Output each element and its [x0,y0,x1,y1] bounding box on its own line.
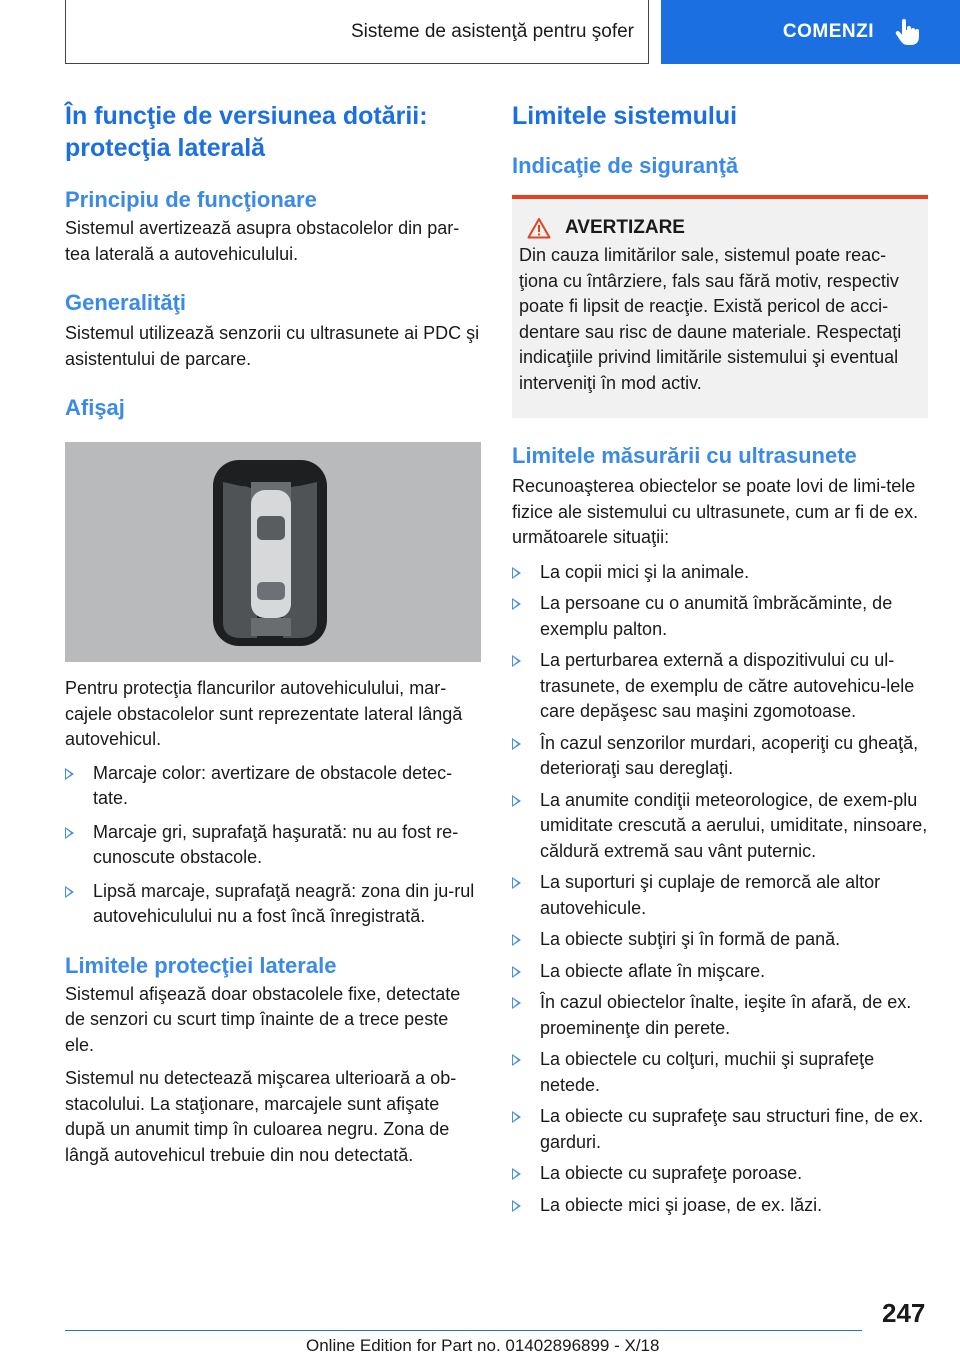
triangle-bullet-icon [512,877,521,889]
list-item: La obiecte cu suprafeţe sau structuri fine, de ex. garduri. [512,1104,928,1155]
list-item: La anumite condiţii meteorologice, de exem-plu umiditate crescută a aerului, umiditate, ninsoare, căldură extremă sau vânt puternic. [512,788,928,865]
triangle-bullet-icon [512,997,521,1009]
triangle-bullet-icon [512,598,521,610]
footer-divider [65,1330,862,1331]
list-item: Marcaje gri, suprafaţă haşurată: nu au fost re-cunoscute obstacole. [65,820,481,871]
triangle-bullet-icon [512,738,521,750]
list-item: La persoane cu o anumită îmbrăcăminte, de exemplu palton. [512,591,928,642]
list-item: La suporturi şi cuplaje de remorcă ale altor autovehicule. [512,870,928,921]
paragraph-principle: Sistemul avertizează asupra obstacolelor din par-tea laterală a autovehiculului. [65,218,460,264]
running-header-section [65,0,649,64]
triangle-bullet-icon [512,966,521,978]
list-item: La obiectele cu colţuri, muchii şi suprafeţe netede. [512,1047,928,1098]
triangle-bullet-icon [512,1054,521,1066]
triangle-bullet-icon [65,768,74,780]
left-column [65,100,481,1168]
heading-principle: Principiu de funcţionare [65,187,317,212]
section-heading-lateral-protection: În funcţie de versiunea dotării: protecţia laterală [65,102,428,162]
edition-footer: Online Edition for Part no. 01402896899 - X/18 [306,1336,660,1355]
heading-general: Generalităţi [65,290,187,315]
list-item: La obiecte mici şi joase, de ex. lăzi. [512,1193,928,1219]
parking-display-image [65,442,481,662]
display-marking-list [65,761,481,930]
paragraph-limits-1: Sistemul afişează doar obstacolele fixe, detectate de senzori cu scurt timp înainte de a trece peste ele. [65,983,461,1055]
triangle-bullet-icon [512,567,521,579]
right-column [512,100,928,1218]
tab-label: COMENZI [782,21,874,42]
list-item: În cazul senzorilor murdari, acoperiţi cu gheaţă, deterioraţi sau dereglaţi. [512,731,928,782]
list-item: La obiecte subţiri şi în formă de pană. [512,927,928,953]
hand-pointer-icon [894,18,920,46]
triangle-bullet-icon [512,1111,521,1123]
triangle-bullet-icon [512,795,521,807]
section-heading-system-limits: Limitele sistemului [512,102,738,130]
list-item: În cazul obiectelor înalte, ieşite în afară, de ex. proeminenţe din perete. [512,990,928,1041]
triangle-bullet-icon [512,934,521,946]
paragraph-ultrasonic: Recunoaşterea obiectelor se poate lovi de limi-tele fizice ale sistemului cu ultrasunete, cum ar fi de ex. următoarele situaţii: [512,476,919,547]
paragraph-general: Sistemul utilizează senzorii cu ultrasunete ai PDC şi asistentului de parcare. [65,323,480,369]
page-number: 247 [882,1298,926,1328]
list-item: La obiecte cu suprafeţe poroase. [512,1161,928,1187]
list-item: Lipsă marcaje, suprafaţă neagră: zona din ju-rul autovehiculului nu a fost încă înregistrată. [65,879,481,930]
triangle-bullet-icon [512,1168,521,1180]
triangle-bullet-icon [65,886,74,898]
section-title: Sisteme de asistenţă pentru şofer [350,20,634,42]
triangle-bullet-icon [65,827,74,839]
warning-box [512,195,928,418]
paragraph-limits-2: Sistemul nu detectează mişcarea ulterioară a ob-stacolului. La staţionare, marcajele sunt afişate după un anumit timp în culoarea negru. Zona de lângă autovehicul trebuie din nou detectată. [65,1068,457,1165]
list-item: La copii mici şi la animale. [512,560,928,586]
heading-ultrasonic-limits: Limitele măsurării cu ultrasunete [512,443,857,468]
triangle-bullet-icon [512,655,521,667]
warning-text: Din cauza limitărilor sale, sistemul poate reac-ţiona cu întârziere, fals sau fără motiv, respectiv poate fi lipsit de reacţie. Există pericol de acci-dentare sau risc de daune materiale. Respectaţi indicaţiile privind limitările sistemului şi eventual interveniţi în mod activ. [519,245,902,393]
warning-triangle-icon [527,217,551,239]
paragraph-display: Pentru protecţia flancurilor autovehiculului, mar-cajele obstacolelor sunt reprezentate lateral lângă autovehicul. [65,678,463,749]
heading-display: Afişaj [65,395,125,420]
ultrasonic-limits-list [512,560,928,1219]
triangle-bullet-icon [512,1200,521,1212]
list-item: La obiecte aflate în mişcare. [512,959,928,985]
heading-limits-lateral: Limitele protecţiei laterale [65,952,337,978]
warning-label: AVERTIZARE [565,217,685,238]
warning-title [527,217,921,239]
tab-comenzi[interactable] [661,0,960,64]
heading-safety-note: Indicaţie de siguranţă [512,153,739,178]
list-item: Marcaje color: avertizare de obstacole detec-tate. [65,761,481,812]
list-item: La perturbarea externă a dispozitivului cu ul-trasunete, de exemplu de către autovehicu-lele care depăşesc sau maşini zgomotoase. [512,648,928,725]
